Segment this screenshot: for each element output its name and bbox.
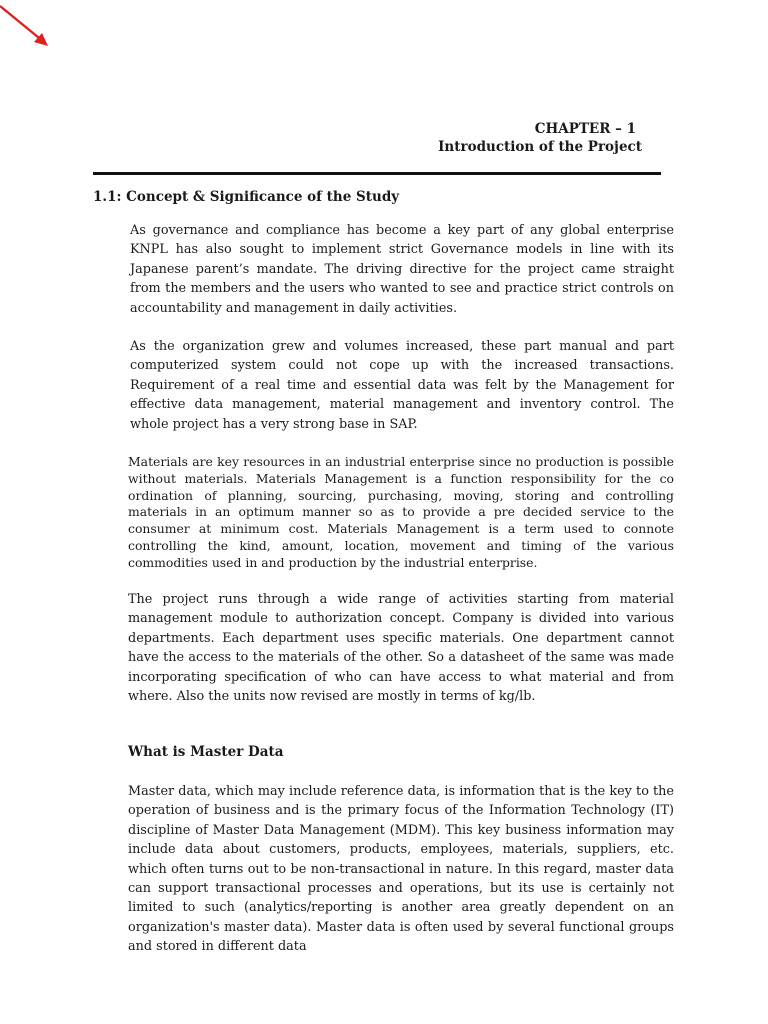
chapter-label: CHAPTER – 1 (534, 121, 636, 137)
paragraph-organization: As the organization grew and volumes increased, these part manual and part computerized system could not cope up with the increased transactions. Requirement of a real time and essential data was felt by the Management for effective data management, material management and inventory control. The whole project has a very strong base in SAP. (130, 339, 674, 432)
chapter-title: Introduction of the Project (438, 139, 642, 155)
paragraph-materials: Materials are key resources in an industrial enterprise since no production is possible without materials. Materials Management is a function responsibility for the co ordination of planning, sourcing, purchasing, moving, storing and controlling materials in an optimum manner so as to provide a pre decided service to the consumer at minimum cost. Materials Management is a term used to connote controlling the kind, amount, location, movement and timing of the various commodities used in and production by the industrial enterprise. (128, 454, 674, 570)
paragraph-master-data: Master data, which may include reference data, is information that is the key to the operation of business and is the primary focus of the Information Technology (IT) discipline of Master Data Management (MDM). This key business information may include data about customers, products, employees, materials, suppliers, etc. which often turns out to be non-transactional in nature. In this regard, master data can support transactional processes and operations, but its use is certainly not limited to such (analytics/reporting is another area greatly dependent on an organization's master data). Master data is often used by several functional groups and stored in different data (128, 784, 674, 955)
red-arrow-annotation (0, 0, 56, 52)
header-divider (93, 172, 661, 175)
master-data-heading: What is Master Data (128, 744, 284, 760)
section-title: 1.1: Concept & Significance of the Study (93, 189, 400, 205)
paragraph-project: The project runs through a wide range of activities starting from material management module to authorization concept. Company is divided into various departments. Each department uses specific materials. One department cannot have the access to the materials of the other. So a datasheet of the same was made incorporating specification of who can have access to what material and from where. Also the units now revised are mostly in terms of kg/lb. (128, 592, 674, 705)
paragraph-governance: As governance and compliance has become a key part of any global enterprise KNPL has also sought to implement strict Governance models in line with its Japanese parent’s mandate. The driving directive for the project came straight from the members and the users who wanted to see and practice strict controls on accountability and management in daily activities. (130, 223, 674, 316)
